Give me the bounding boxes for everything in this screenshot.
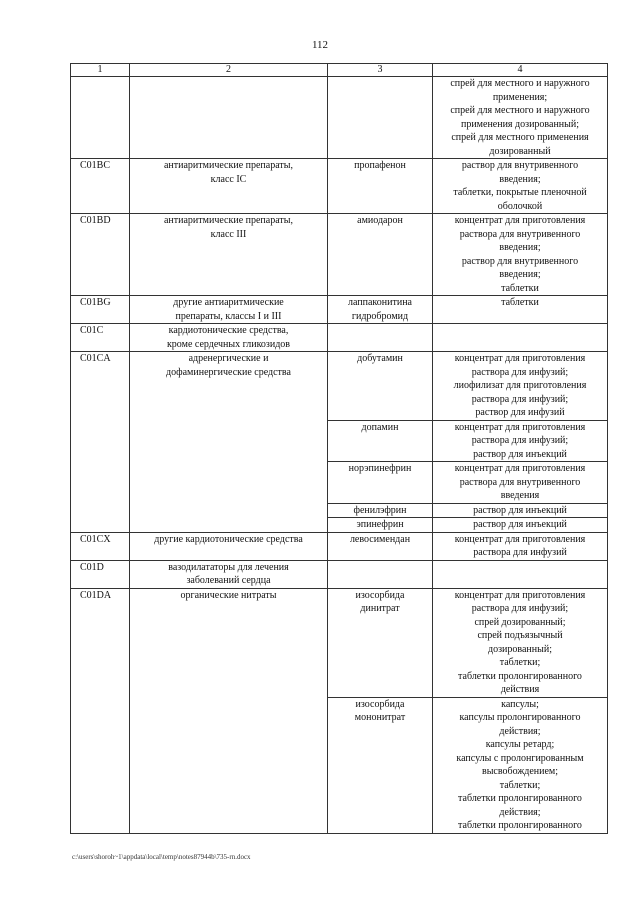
cell-line: таблетки, покрытые пленочной	[453, 187, 587, 198]
atc-code-cell	[71, 77, 130, 159]
cell-line: спрей подъязычный	[477, 630, 563, 641]
cell-line: адренергические и	[188, 353, 269, 364]
header-cell: 2	[130, 64, 328, 77]
page-number: 112	[311, 39, 329, 51]
header-cell: 4	[433, 64, 608, 77]
table-row	[71, 324, 608, 352]
cell-line: раствор для инъекций	[473, 519, 567, 530]
file-path-footer: c:\users\shoroh~1\appdata\local\temp\notes87944b\735-rn.docx	[72, 853, 251, 861]
group-name-cell	[130, 214, 328, 296]
table-row	[71, 532, 608, 560]
cell-line: введения;	[499, 242, 541, 253]
cell-line: спрей для местного применения	[451, 132, 589, 143]
cell-line: раствора для инфузий;	[471, 603, 569, 614]
cell-line: раствора для инфузий;	[471, 393, 569, 405]
drug-name-cell	[328, 296, 433, 324]
drug-name-cell	[328, 588, 433, 697]
cell-line: действия;	[499, 806, 541, 818]
atc-code-cell: C01CX	[71, 532, 130, 560]
cell-line: дозированный;	[488, 643, 552, 655]
cell-line: дофаминергические средства	[166, 366, 291, 378]
drug-name-cell	[328, 324, 433, 352]
group-name-cell	[130, 77, 328, 159]
drug-name-cell	[328, 503, 433, 518]
drug-name-cell	[328, 560, 433, 588]
cell-line: эпинефрин	[356, 519, 404, 530]
cell-line: изосорбида	[355, 589, 405, 601]
group-name-cell	[130, 352, 328, 533]
cell-line: спрей для местного и наружного	[450, 78, 590, 89]
atc-code-cell: C01BC	[71, 159, 130, 214]
table-header-row	[71, 64, 608, 77]
cell-line: концентрат для приготовления	[454, 421, 586, 433]
drug-name-cell	[328, 518, 433, 533]
cell-line: препараты, классы I и III	[175, 310, 282, 322]
dosage-form-cell	[433, 324, 608, 352]
dosage-form-cell	[433, 532, 608, 560]
atc-code-cell: C01C	[71, 324, 130, 352]
cell-line: спрей для местного и наружного	[450, 105, 590, 116]
cell-line: дозированный	[489, 145, 551, 157]
group-name-cell	[130, 159, 328, 214]
cell-line: капсулы;	[501, 698, 539, 710]
cell-line: вазодилататоры для лечения	[168, 561, 289, 573]
drug-name-cell	[328, 352, 433, 421]
group-name-cell	[130, 560, 328, 588]
drug-name-cell	[328, 697, 433, 833]
cell-line: спрей дозированный;	[474, 616, 566, 628]
cell-line: раствора для инфузий;	[471, 435, 569, 446]
cell-line: таблетки	[501, 282, 539, 294]
cell-line: класс IC	[210, 173, 247, 185]
cell-line: таблетки пролонгированного	[458, 793, 582, 804]
cell-line: раствора для внутривенного	[459, 476, 581, 488]
cell-line: норэпинефрин	[348, 463, 412, 474]
atc-code-cell: C01DA	[71, 588, 130, 833]
dosage-form-cell	[433, 697, 608, 833]
cell-line: класс III	[210, 228, 247, 240]
dosage-form-cell	[433, 77, 608, 159]
drug-name-cell	[328, 77, 433, 159]
cell-line: кроме сердечных гликозидов	[166, 338, 291, 350]
dosage-form-cell	[433, 462, 608, 504]
table-row	[71, 159, 608, 214]
header-cell: 3	[328, 64, 433, 77]
cell-line: капсулы с пролонгированным	[456, 752, 584, 764]
atc-code-cell: C01BD	[71, 214, 130, 296]
cell-line: таблетки	[501, 297, 539, 308]
group-name-cell	[130, 588, 328, 833]
dosage-form-cell	[433, 352, 608, 421]
cell-line: раствор для внутривенного	[461, 160, 579, 171]
drug-name-cell	[328, 159, 433, 214]
cell-line: оболочкой	[497, 200, 543, 212]
cell-line: капсулы ретард;	[485, 739, 555, 750]
dosage-form-cell	[433, 159, 608, 214]
cell-line: другие антиаритмические	[173, 297, 284, 308]
cell-line: капсулы пролонгированного	[459, 712, 581, 723]
cell-line: изосорбида	[355, 698, 405, 710]
cell-line: лаппаконитина	[347, 297, 412, 308]
cell-line: левосимендан	[349, 533, 411, 545]
dosage-form-cell	[433, 296, 608, 324]
cell-line: высвобождением;	[481, 766, 559, 777]
dosage-form-cell	[433, 503, 608, 518]
cell-line: таблетки пролонгированного	[458, 670, 582, 682]
dosage-form-cell	[433, 214, 608, 296]
cell-line: концентрат для приготовления	[454, 215, 586, 226]
cell-line: фенилэфрин	[353, 504, 407, 516]
dosage-form-cell	[433, 518, 608, 533]
cell-line: раствор для инъекций	[473, 504, 567, 516]
cell-line: мононитрат	[354, 712, 406, 723]
atc-code-cell: C01CA	[71, 352, 130, 533]
cell-line: раствора для внутривенного	[459, 228, 581, 240]
drug-name-cell	[328, 532, 433, 560]
dosage-form-cell	[433, 560, 608, 588]
cell-line: применения дозированный;	[460, 118, 580, 130]
cell-line: введения	[500, 490, 540, 501]
cell-line: антиаритмические препараты,	[163, 215, 293, 226]
table-row	[71, 77, 608, 159]
cell-line: введения;	[499, 173, 541, 185]
cell-line: действия;	[499, 725, 541, 737]
cell-line: амиодарон	[357, 215, 403, 226]
cell-line: допамин	[361, 421, 399, 433]
table-row	[71, 352, 608, 421]
cell-line: действия	[500, 684, 540, 695]
table-row	[71, 588, 608, 697]
cell-line: таблетки;	[499, 779, 541, 791]
cell-line: динитрат	[360, 603, 400, 614]
drug-name-cell	[328, 462, 433, 504]
cell-line: применения;	[492, 91, 548, 103]
cell-line: антиаритмические препараты,	[163, 160, 293, 171]
cell-line: гидробромид	[351, 310, 409, 322]
header-cell: 1	[71, 64, 130, 77]
atc-code-cell: C01D	[71, 560, 130, 588]
group-name-cell	[130, 296, 328, 324]
cell-line: концентрат для приготовления	[454, 463, 586, 474]
cell-line: раствор для инъекций	[473, 448, 567, 460]
cell-line: концентрат для приготовления	[454, 589, 586, 601]
cell-line: раствора для инфузий;	[471, 366, 569, 378]
cell-line: лиофилизат для приготовления	[453, 380, 587, 391]
group-name-cell	[130, 532, 328, 560]
table-row	[71, 296, 608, 324]
dosage-form-cell	[433, 588, 608, 697]
drug-name-cell	[328, 420, 433, 462]
cell-line: концентрат для приготовления	[454, 353, 586, 364]
cell-line: кардиотонические средства,	[168, 325, 289, 336]
cell-line: введения;	[499, 269, 541, 280]
cell-line: другие кардиотонические средства	[154, 533, 303, 545]
cell-line: раствор для инфузий	[475, 407, 565, 418]
group-name-cell	[130, 324, 328, 352]
table-row	[71, 560, 608, 588]
drug-classification-table	[70, 63, 608, 834]
dosage-form-cell	[433, 420, 608, 462]
cell-line: концентрат для приготовления	[454, 533, 586, 545]
cell-line: пропафенон	[354, 160, 406, 171]
atc-code-cell: C01BG	[71, 296, 130, 324]
cell-line: таблетки пролонгированного	[458, 820, 582, 831]
table-row	[71, 214, 608, 296]
cell-line: заболеваний сердца	[186, 575, 271, 586]
cell-line: органические нитраты	[180, 589, 277, 601]
cell-line: добутамин	[357, 353, 403, 364]
drug-name-cell	[328, 214, 433, 296]
cell-line: раствор для внутривенного	[461, 255, 579, 267]
cell-line: раствора для инфузий	[473, 547, 567, 558]
cell-line: таблетки;	[499, 657, 541, 668]
